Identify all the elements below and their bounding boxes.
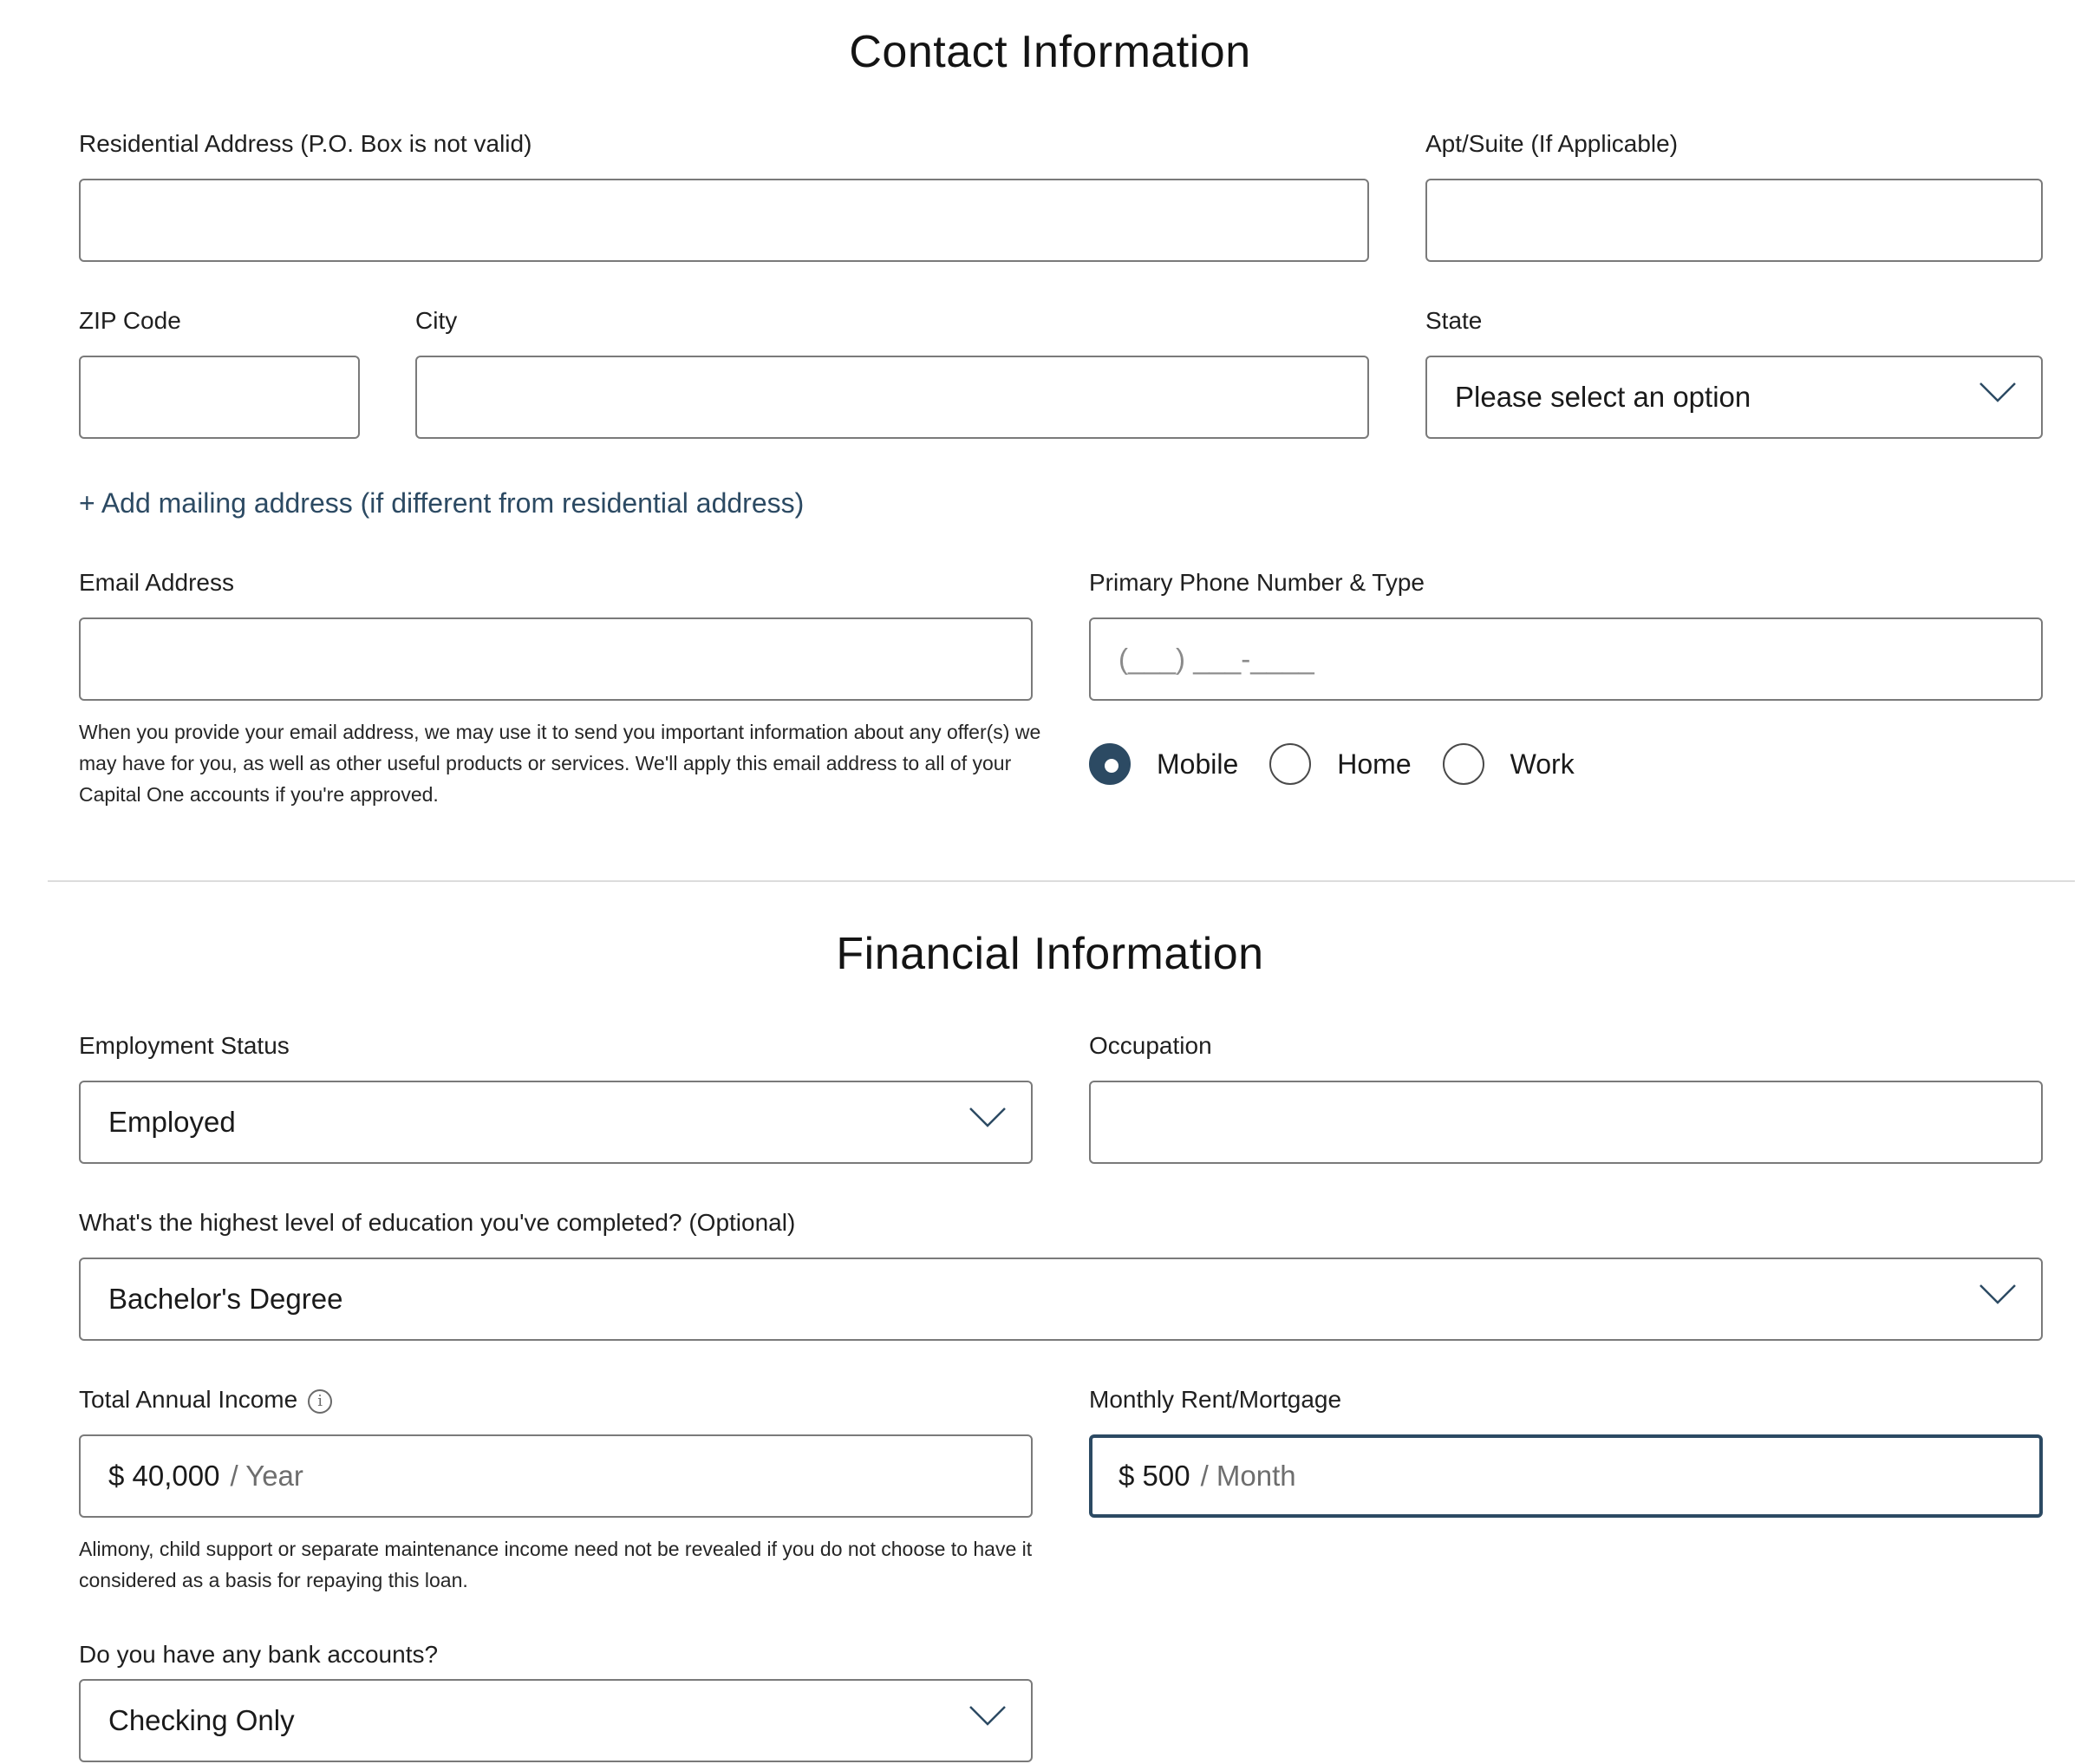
add-mailing-address-link[interactable]: + Add mailing address (if different from residential address) bbox=[79, 487, 805, 519]
email-address-label: Email Address bbox=[79, 569, 234, 596]
radio-work[interactable] bbox=[1443, 743, 1575, 785]
bank-accounts-label: Do you have any bank accounts? bbox=[79, 1641, 439, 1668]
phone-number-input[interactable] bbox=[1089, 617, 2043, 701]
state-select-value: Please select an option bbox=[1455, 381, 1751, 413]
annual-income-unit: / Year bbox=[230, 1460, 303, 1492]
radio-home-label: Home bbox=[1337, 748, 1412, 780]
chevron-down-icon bbox=[1979, 371, 2017, 409]
chevron-down-icon bbox=[968, 1695, 1007, 1733]
employment-status-value: Employed bbox=[108, 1106, 236, 1138]
occupation-input[interactable] bbox=[1089, 1081, 2043, 1164]
radio-home[interactable] bbox=[1269, 743, 1411, 785]
apt-suite-label: Apt/Suite (If Applicable) bbox=[1425, 130, 1679, 157]
state-label: State bbox=[1425, 307, 1483, 334]
monthly-rent-value: $ 500 bbox=[1118, 1460, 1190, 1492]
annual-income-value-wrap bbox=[108, 1436, 303, 1516]
info-icon[interactable]: i bbox=[308, 1389, 332, 1414]
radio-work-circle[interactable] bbox=[1443, 743, 1484, 785]
radio-mobile[interactable] bbox=[1089, 743, 1238, 785]
phone-type-radio-group bbox=[1089, 743, 1606, 785]
education-value: Bachelor's Degree bbox=[108, 1283, 343, 1315]
zip-code-label: ZIP Code bbox=[79, 307, 181, 334]
phone-number-label: Primary Phone Number & Type bbox=[1089, 569, 1425, 596]
radio-home-circle[interactable] bbox=[1269, 743, 1311, 785]
email-address-input[interactable] bbox=[79, 617, 1033, 701]
annual-income-label-text: Total Annual Income bbox=[79, 1386, 298, 1413]
financial-section-title: Financial Information bbox=[836, 929, 1264, 979]
email-helper-text: When you provide your email address, we may use it to send you important information about any offer(s) we may have for you, as well as other useful products or services. We'll apply this email address to all of your Capital One accounts if you're approved. bbox=[79, 721, 1041, 806]
education-select[interactable] bbox=[79, 1258, 2043, 1341]
zip-code-input[interactable] bbox=[79, 356, 360, 439]
radio-mobile-circle[interactable] bbox=[1089, 743, 1131, 785]
bank-accounts-value: Checking Only bbox=[108, 1704, 295, 1736]
city-input[interactable] bbox=[415, 356, 1369, 439]
city-label: City bbox=[415, 307, 458, 334]
monthly-rent-value-wrap bbox=[1118, 1438, 1296, 1514]
radio-mobile-label: Mobile bbox=[1157, 748, 1239, 780]
education-label: What's the highest level of education you've completed? (Optional) bbox=[79, 1209, 796, 1236]
bank-accounts-select[interactable] bbox=[79, 1679, 1033, 1762]
income-helper-text: Alimony, child support or separate maintenance income need not be revealed if you do not choose to have it considered as a basis for repaying this loan. bbox=[79, 1538, 1033, 1591]
radio-work-label: Work bbox=[1510, 748, 1575, 780]
annual-income-label bbox=[79, 1386, 332, 1414]
monthly-rent-unit: / Month bbox=[1200, 1460, 1296, 1492]
residential-address-input[interactable] bbox=[79, 179, 1369, 262]
employment-status-label: Employment Status bbox=[79, 1032, 290, 1059]
section-divider bbox=[48, 880, 2075, 882]
chevron-down-icon bbox=[1979, 1273, 2017, 1311]
monthly-rent-input[interactable] bbox=[1089, 1434, 2043, 1518]
employment-status-select[interactable] bbox=[79, 1081, 1033, 1164]
chevron-down-icon bbox=[968, 1096, 1007, 1134]
state-select[interactable] bbox=[1425, 356, 2043, 439]
phone-number-placeholder: (___) ___-____ bbox=[1118, 643, 1314, 675]
monthly-rent-label: Monthly Rent/Mortgage bbox=[1089, 1386, 1342, 1413]
apt-suite-input[interactable] bbox=[1425, 179, 2043, 262]
contact-section-title: Contact Information bbox=[849, 27, 1251, 77]
annual-income-input[interactable] bbox=[79, 1434, 1033, 1518]
residential-address-label: Residential Address (P.O. Box is not valid) bbox=[79, 130, 532, 157]
occupation-label: Occupation bbox=[1089, 1032, 1212, 1059]
annual-income-value: $ 40,000 bbox=[108, 1460, 220, 1492]
